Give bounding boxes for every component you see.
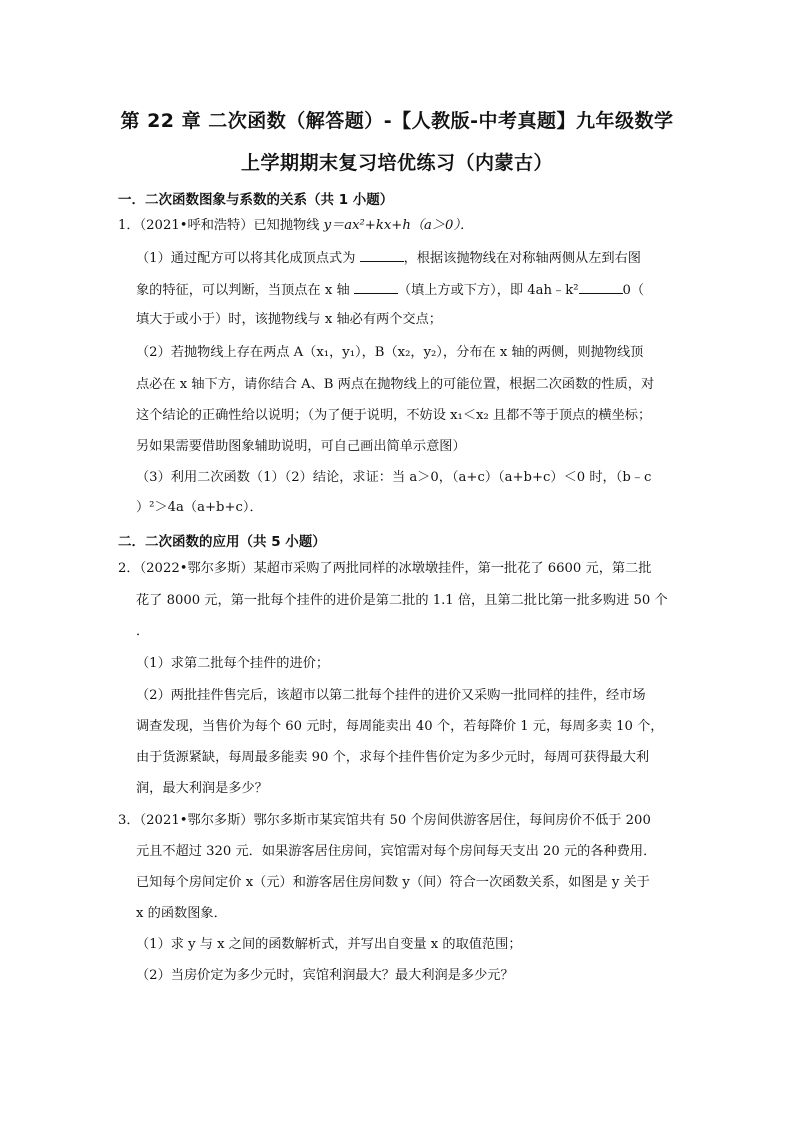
document-title-line-2: 上学期期末复习培优练习（内蒙古） (240, 152, 553, 174)
q1-part1-text-a: （1）通过配方可以将其化成顶点式为 (136, 251, 360, 266)
q1-part1-text-c: 象的特征，可以判断，当顶点在 x 轴 (136, 283, 354, 298)
q3-line4: x 的函数图象． (136, 906, 227, 921)
q1-part1-text-b: ，根据该抛物线在对称轴两侧从左到右图 (403, 251, 641, 266)
q1-part1-text-e: 0（ (622, 283, 645, 298)
q3-sub1: （1）求 y 与 x 之间的函数解析式，并写出自变量 x 的取值范围； (136, 937, 522, 952)
answer-blank[interactable] (579, 281, 623, 294)
q1-part2-line4: 另如果需要借助图象辅助说明，可自己画出简单示意图） (136, 439, 466, 454)
q1-part2-line3: 这个结论的正确性给以说明；（为了便于说明，不妨设 x₁＜x₂ 且都不等于顶点的横坐标； (136, 408, 652, 423)
q2-sub2-line2: 调查发现，当售价为每个 60 元时，每周能卖出 40 个，若每降价 1 元，每周多卖 10 个， (136, 719, 664, 734)
answer-blank[interactable] (360, 249, 404, 262)
q1-intro-formula: y＝ax²+kx+h（a＞0）． (323, 218, 474, 233)
q2-line2: 花了 8000 元，第一批每个挂件的进价是第二批的 1.1 倍，且第二批比第一批多购进 50 个 (136, 593, 668, 608)
q1-part3-line2: ）²＞4a（a+b+c）． (136, 500, 263, 515)
q1-part1-line2 (136, 281, 696, 299)
q1-part2-line1: （2）若抛物线上存在两点 A（x₁，y₁），B（x₂，y₂），分布在 x 轴的两侧，则抛物线顶 (136, 345, 644, 360)
q3-line3: 已知每个房间定价 x（元）和游客居住房间数 y（间）符合一次函数关系，如图是 y 关于 (136, 875, 650, 890)
q1-intro-text: 1．（2021•呼和浩特）已知抛物线 (118, 218, 324, 233)
q2-sub2-line3: 由于货源紧缺，每周最多能卖 90 个，求每个挂件售价定为多少元时，每周可获得最大利 (136, 750, 650, 765)
q2-sub1: （1）求第二批每个挂件的进价； (136, 656, 330, 671)
q2-line3: ． (136, 624, 150, 639)
q3-sub2: （2）当房价定为多少元时，宾馆利润最大？最大利润是多少元？ (136, 968, 514, 983)
q2-sub2-line1: （2）两批挂件售完后，该超市以第二批每个挂件的进价又采购一批同样的挂件，经市场 (136, 688, 646, 703)
q1-part1-line3: 填大于或小于）时，该抛物线与 x 轴必有两个交点； (136, 312, 442, 327)
q1-part3-line1: （3）利用二次函数（1）（2）结论，求证：当 a＞0，（a+c）（a+b+c）＜0 时，（b﹣c (136, 470, 652, 485)
q1-part2-line2: 点必在 x 轴下方，请你结合 A、B 两点在抛物线上的可能位置，根据二次函数的性质，对 (136, 377, 655, 392)
q1-intro (118, 218, 678, 234)
document-title-line-1: 第 22 章 二次函数（解答题）-【人教版-中考真题】九年级数学 (120, 110, 674, 132)
q2-sub2-line4: 润，最大利润是多少？ (136, 781, 268, 796)
q3-line1: 3．（2021•鄂尔多斯）鄂尔多斯市某宾馆共有 50 个房间供游客居住，每间房价不低于 200 (118, 813, 651, 828)
q2-line1: 2．（2022•鄂尔多斯）某超市采购了两批同样的冰墩墩挂件，第一批花了 6600 元，第二批 (118, 561, 652, 576)
answer-blank[interactable] (354, 281, 398, 294)
section-heading-1: 一．二次函数图象与系数的关系（共 1 小题） (118, 192, 394, 208)
q3-line2: 元且不超过 320 元．如果游客居住房间，宾馆需对每个房间每天支出 20 元的各种费用． (136, 844, 657, 859)
q1-part1-line1 (136, 249, 696, 267)
section-heading-2: 二．二次函数的应用（共 5 小题） (118, 534, 326, 550)
q1-part1-text-d: （填上方或下方），即 4ah﹣k² (397, 283, 579, 298)
